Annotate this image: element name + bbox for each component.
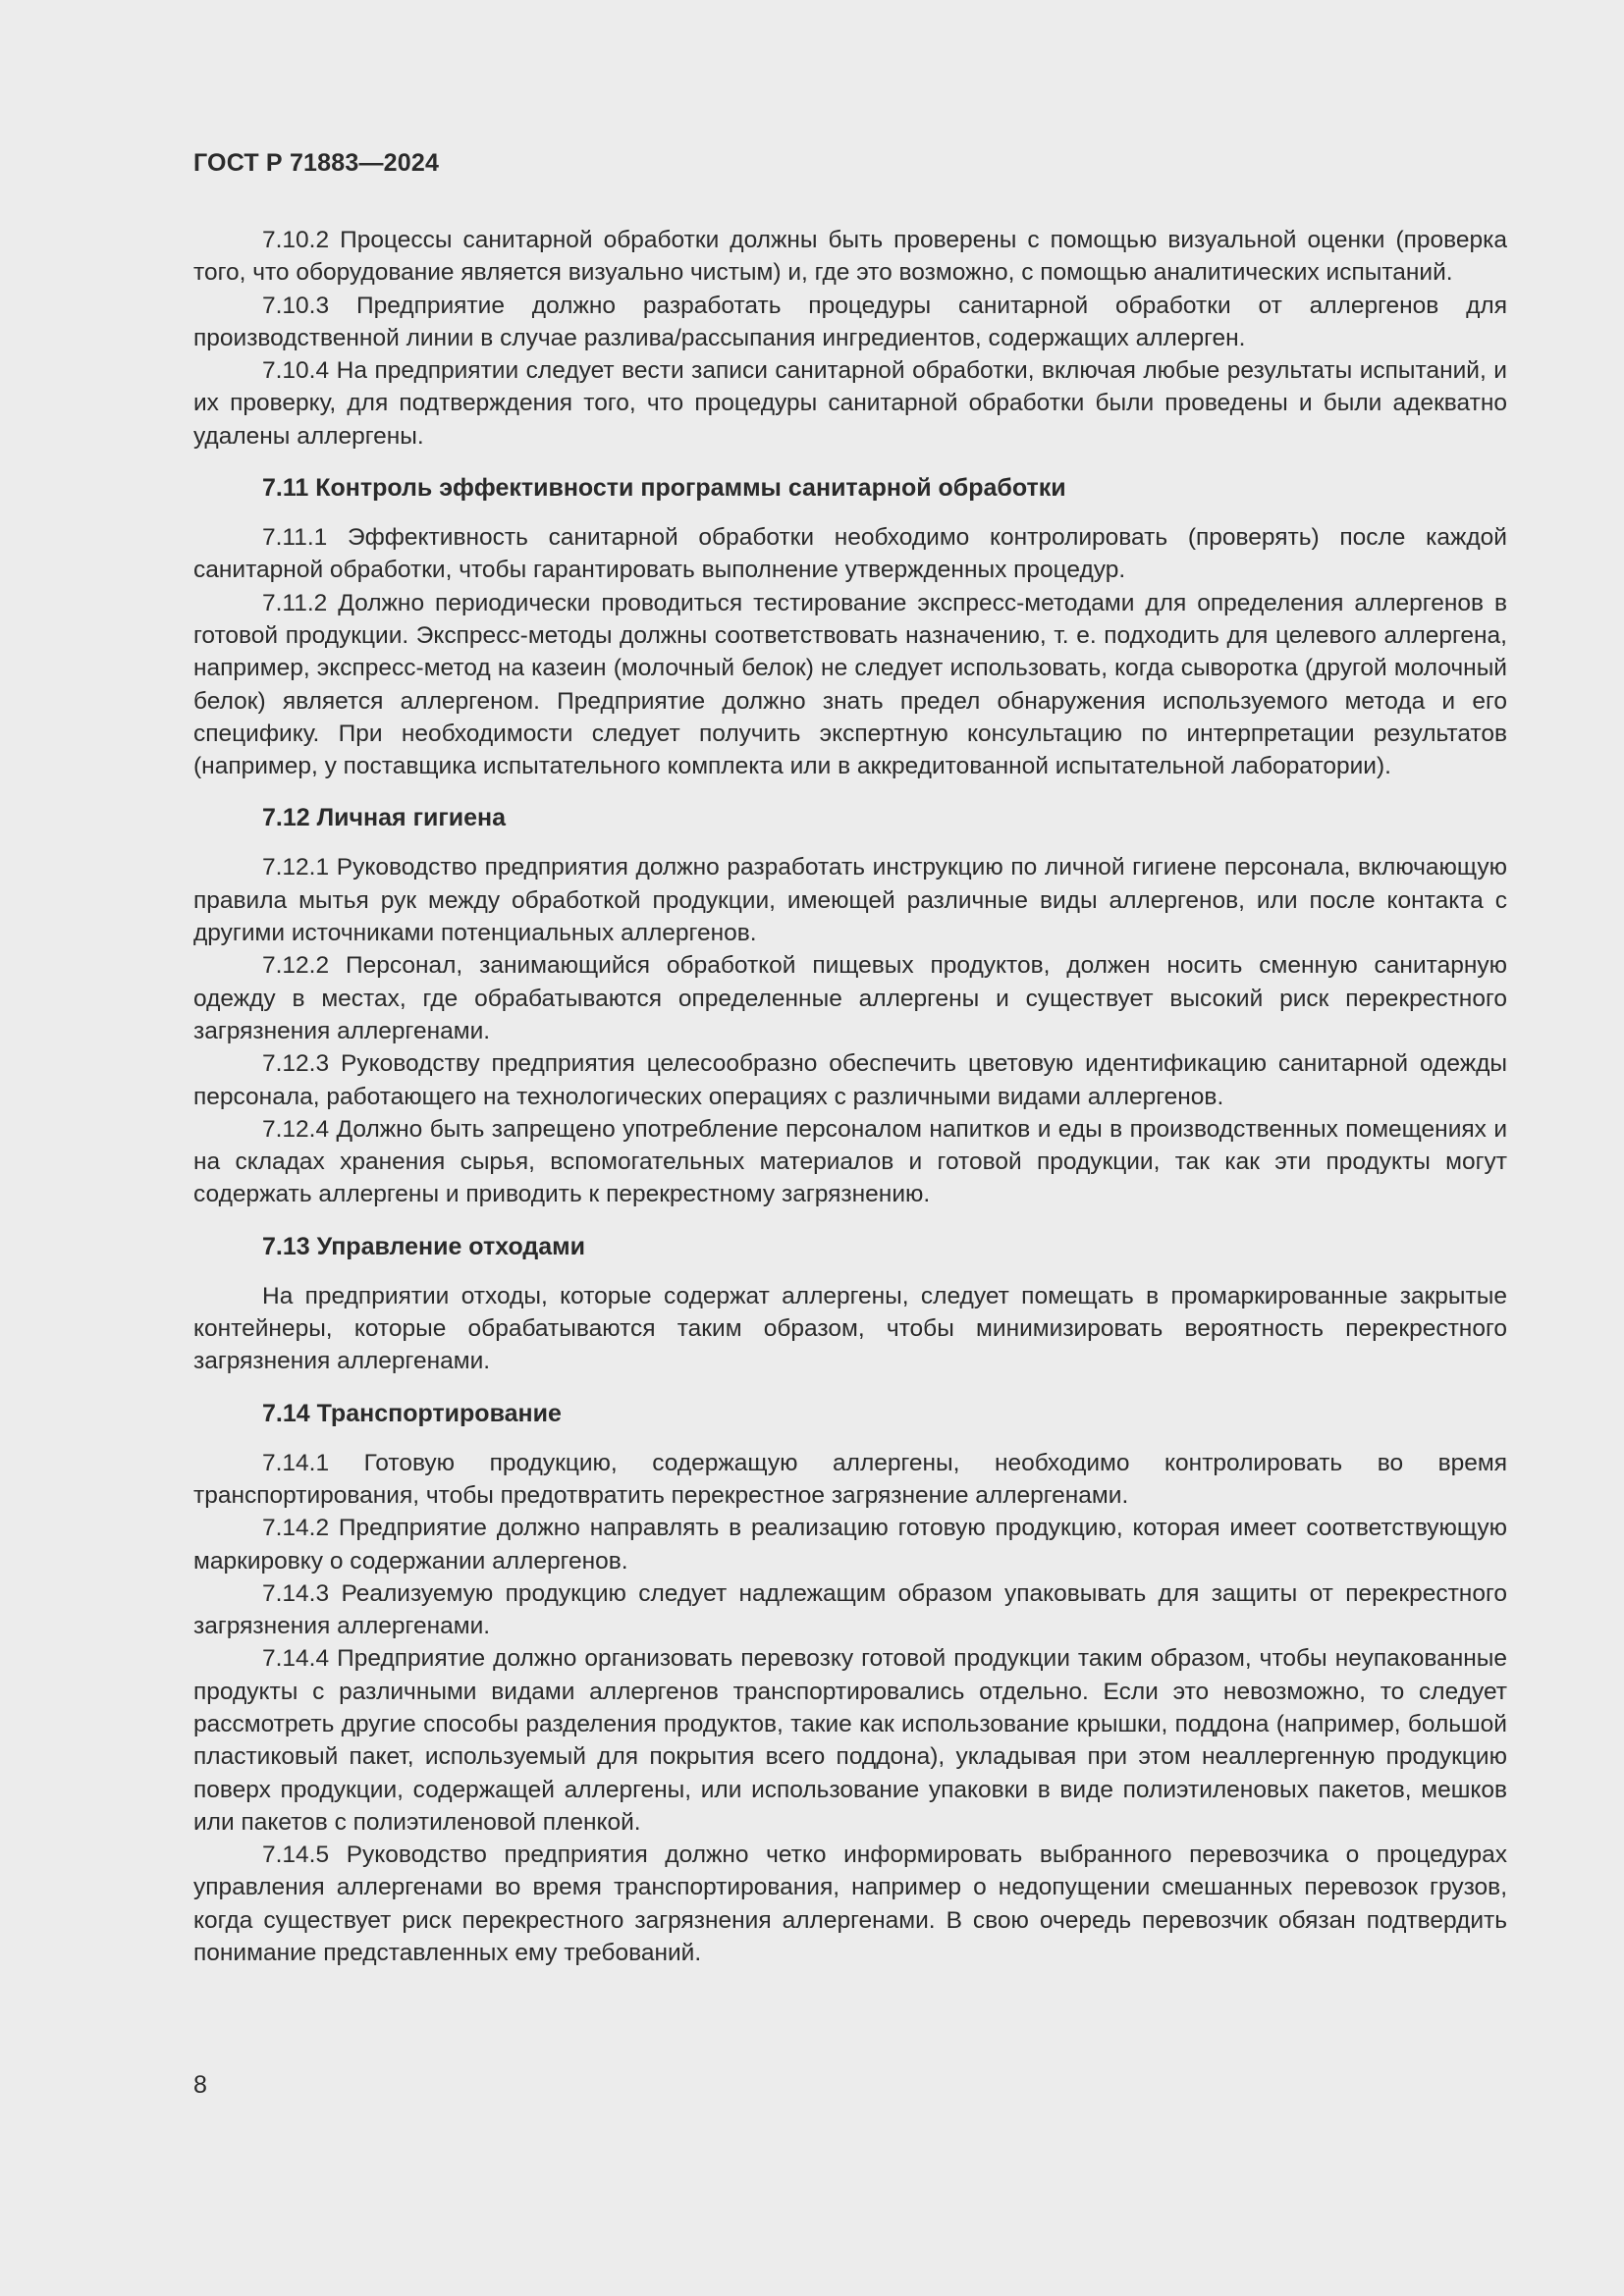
paragraph-7-11-1: 7.11.1 Эффективность санитарной обработки необходимо контролировать (проверять) после каждой санитарной обработки, чтобы гарантировать выполнение утвержденных процедур. [193, 524, 1507, 584]
paragraph-7-14-3: 7.14.3 Реализуемую продукцию следует надлежащим образом упаковывать для защиты от перекрестного загрязнения аллергенами. [193, 1579, 1507, 1640]
paragraph-7-10-2: 7.10.2 Процессы санитарной обработки должны быть проверены с помощью визуальной оценки (проверка того, что оборудование является визуально чистым) и, где это возможно, с помощью аналитических испытаний. [193, 227, 1507, 287]
document-header: ГОСТ Р 71883—2024 [193, 149, 440, 177]
paragraph-7-14-2: 7.14.2 Предприятие должно направлять в реализацию готовую продукцию, которая имеет соответствующую маркировку о содержании аллергенов. [193, 1515, 1507, 1575]
page-number: 8 [193, 2071, 207, 2099]
paragraph-7-12-4: 7.12.4 Должно быть запрещено употребление персоналом напитков и еды в производственных помещениях и на складах хранения сырья, вспомогательных материалов и готовой продукции, так как эти продукты могут содержать аллергены и приводить к перекрестному загрязнению. [193, 1115, 1507, 1208]
paragraph-7-11-2: 7.11.2 Должно периодически проводиться тестирование экспресс-методами для определения аллергенов в готовой продукции. Экспресс-методы должны соответствовать назначению, т. е. подходить для целевого аллергена, например, экспресс-метод на казеин (молочный белок) не следует использовать, когда сыворотка (другой молочный белок) является аллергеном. Предприятие должно знать предел обнаружения используемого метода и его специфику. При необходимости следует получить экспертную консультацию по интерпретации результатов (например, у поставщика испытательного комплекта или в аккредитованной испытательной лаборатории). [193, 589, 1507, 780]
section-heading-7-13: 7.13 Управление отходами [262, 1232, 586, 1260]
paragraph-7-10-4: 7.10.4 На предприятии следует вести записи санитарной обработки, включая любые результаты испытаний, и их проверку, для подтверждения того, что процедуры санитарной обработки были проведены и были адекватно удалены аллергены. [193, 357, 1507, 450]
section-heading-7-14: 7.14 Транспортирование [262, 1399, 562, 1427]
document-body [193, 224, 1507, 1969]
paragraph-7-12-3: 7.12.3 Руководству предприятия целесообразно обеспечить цветовую идентификацию санитарной одежды персонала, работающего на технологических операциях с различными видами аллергенов. [193, 1050, 1507, 1110]
paragraph-7-14-4: 7.14.4 Предприятие должно организовать перевозку готовой продукции таким образом, чтобы неупакованные продукты с различными видами аллергенов транспортировались отдельно. Если это невозможно, то следует рассмотреть другие способы разделения продуктов, такие как использование крышки, поддона (например, большой пластиковый пакет, используемый для покрытия всего поддона), укладывая при этом неаллергенную продукцию поверх продукции, содержащей аллергены, или использование упаковки в виде полиэтиленовых пакетов, мешков или пакетов с полиэтиленовой пленкой. [193, 1645, 1507, 1836]
section-heading-7-11: 7.11 Контроль эффективности программы санитарной обработки [262, 474, 1066, 503]
paragraph-7-14-1: 7.14.1 Готовую продукцию, содержащую аллергены, необходимо контролировать во время транспортирования, чтобы предотвратить перекрестное загрязнение аллергенами. [193, 1449, 1507, 1509]
paragraph-7-13: На предприятии отходы, которые содержат аллергены, следует помещать в промаркированные закрытые контейнеры, которые обрабатываются таким образом, чтобы минимизировать вероятность перекрестного загрязнения аллергенами. [193, 1282, 1507, 1375]
paragraph-7-12-2: 7.12.2 Персонал, занимающийся обработкой пищевых продуктов, должен носить сменную санитарную одежду в местах, где обрабатываются определенные аллергены и существует высокий риск перекрестного загрязнения аллергенами. [193, 952, 1507, 1044]
paragraph-7-14-5: 7.14.5 Руководство предприятия должно четко информировать выбранного перевозчика о процедурах управления аллергенами во время транспортирования, например о недопущении смешанных перевозок грузов, когда существует риск перекрестного загрязнения аллергенами. В свою очередь перевозчик обязан подтвердить понимание представленных ему требований. [193, 1842, 1507, 1967]
paragraph-7-10-3: 7.10.3 Предприятие должно разработать процедуры санитарной обработки от аллергенов для производственной линии в случае разлива/рассыпания ингредиентов, содержащих аллерген. [193, 292, 1507, 351]
section-heading-7-12: 7.12 Личная гигиена [262, 804, 507, 832]
paragraph-7-12-1: 7.12.1 Руководство предприятия должно разработать инструкцию по личной гигиене персонала, включающую правила мытья рук между обработкой продукции, имеющей различные виды аллергенов, или после контакта с другими источниками потенциальных аллергенов. [193, 854, 1507, 947]
